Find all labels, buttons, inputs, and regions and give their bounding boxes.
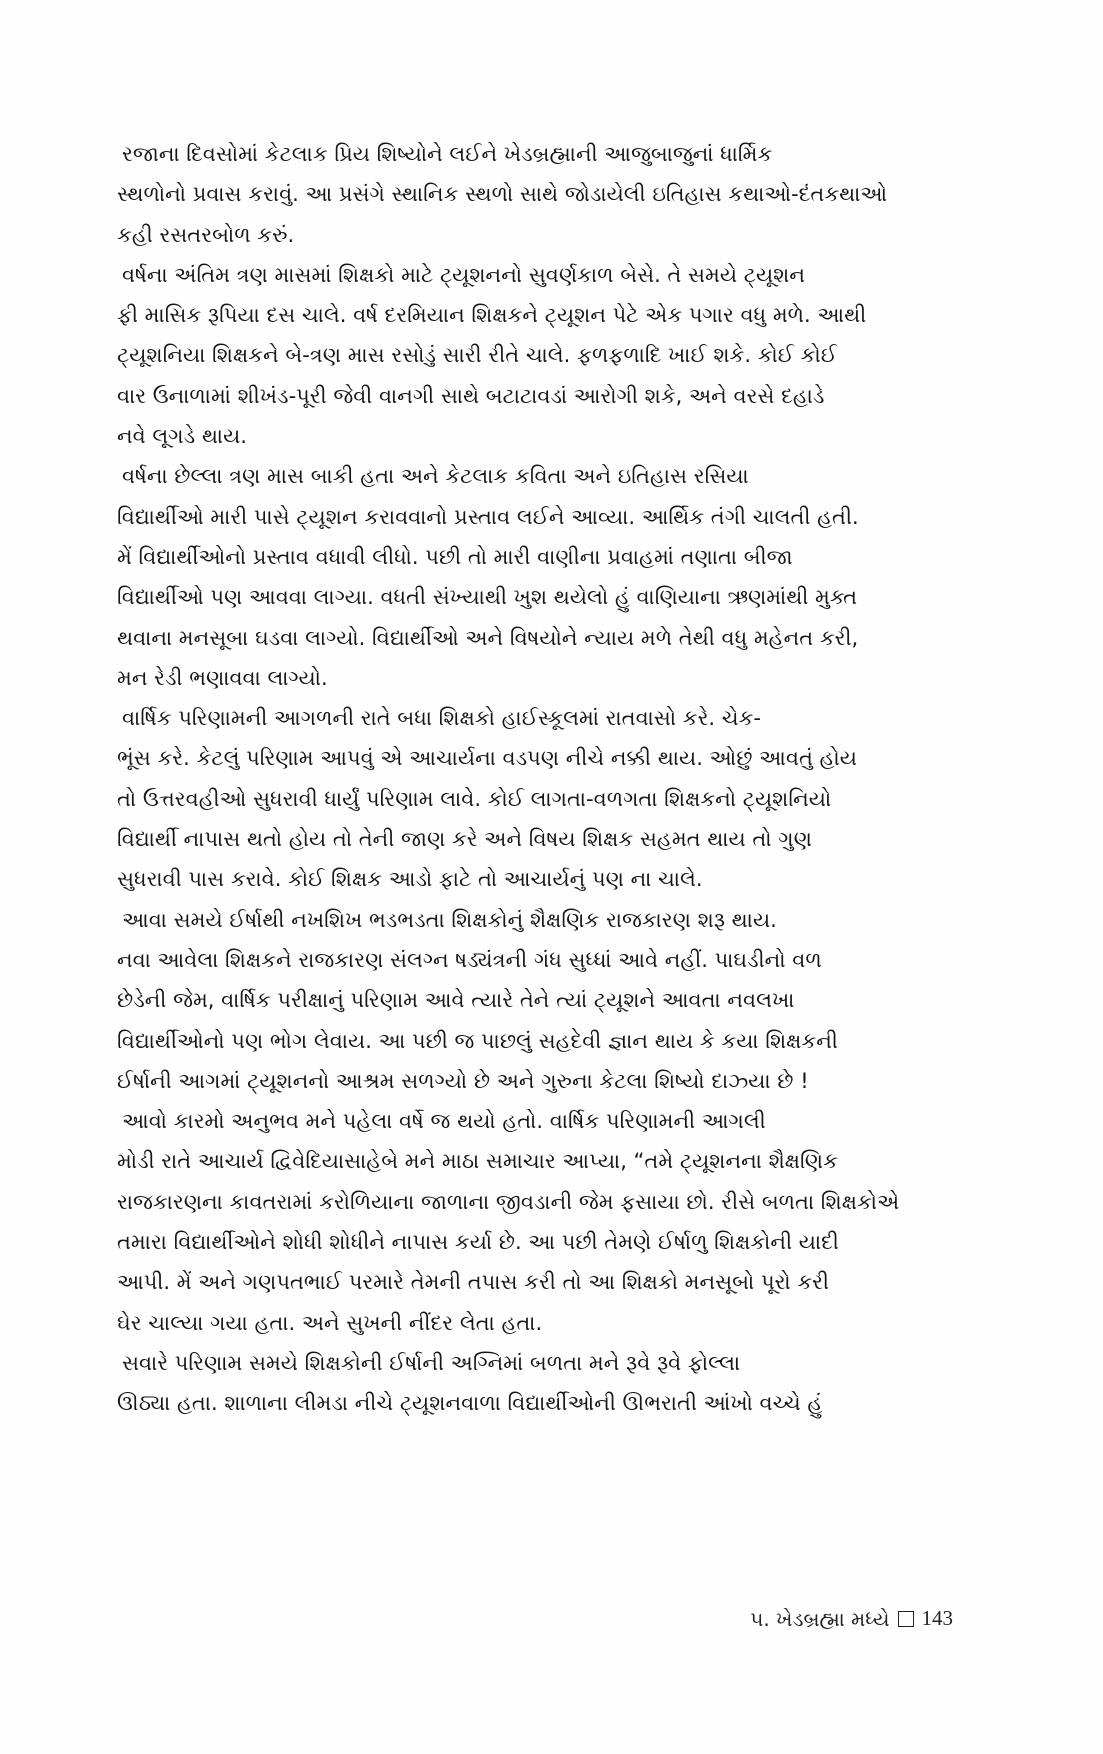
text-line: ભૂંસ કરે. કેટલું પરિણામ આપવું એ આચાર્યના વડપણ નીચે નક્કી થાય. ઓછું આવતું હોય xyxy=(117,746,857,771)
text-line: ઈર્ષાની આગમાં ટ્યૂશનનો આશ્રમ સળગ્યો છે અને ગુરુના કેટલા શિષ્યો દાઝ્યા છે ! xyxy=(117,1068,809,1093)
square-icon xyxy=(898,1611,914,1627)
text-line: સ્થળોનો પ્રવાસ કરાવું. આ પ્રસંગે સ્થાનિક સ્થળો સાથે જોડાયેલી ઇતિહાસ કથાઓ-દંતકથાઓ xyxy=(117,182,888,207)
text-line: નવે લૂગડે થાય. xyxy=(117,424,247,449)
text-line: છેડેની જેમ, વાર્ષિક પરીક્ષાનું પરિણામ આવે ત્યારે તેને ત્યાં ટ્યૂશને આવતા નવલખા xyxy=(117,988,795,1013)
text-line: તમારા વિદ્યાર્થીઓને શોધી શોધીને નાપાસ કર્યા છે. આ પછી તેમણે ઈર્ષાળુ શિક્ષકોની યાદી xyxy=(117,1230,839,1255)
text-line: રજાના દિવસોમાં કેટલાક પ્રિય શિષ્યોને લઈને ખેડબ્રહ્માની આજુબાજુનાં ધાર્મિક xyxy=(122,142,773,166)
text-line: વાર ઉનાળામાં શીખંડ-પૂરી જેવી વાનગી સાથે બટાટાવડાં આરોગી શકે, અને વરસે દહાડે xyxy=(117,383,825,408)
text-line: સુધરાવી પાસ કરાવે. કોઈ શિક્ષક આડો ફાટે તો આચાર્યનું પણ ના ચાલે. xyxy=(117,867,703,892)
text-line: મેં વિદ્યાર્થીઓનો પ્રસ્તાવ વધાવી લીધો. પછી તો મારી વાણીના પ્રવાહમાં તણાતા બીજા xyxy=(117,544,793,569)
text-line: તો ઉત્તરવહીઓ સુધરાવી ધાર્યું પરિણામ લાવે. કોઈ લાગતા-વળગતા શિક્ષકનો ટ્યૂશનિયો xyxy=(117,786,832,811)
body-text xyxy=(117,134,957,1424)
text-line: ટ્યૂશનિયા શિક્ષકને બે-ત્રણ માસ રસોડું સારી રીતે ચાલે. ફળફળાદિ ખાઈ શકે. કોઈ કોઈ xyxy=(117,343,837,368)
paragraph-7 xyxy=(117,1343,957,1424)
text-line: વિદ્યાર્થીઓનો પણ ભોગ લેવાય. આ પછી જ પાછલું સહદેવી જ્ઞાન થાય કે કયા શિક્ષકની xyxy=(117,1028,838,1053)
paragraph-6 xyxy=(117,1101,957,1343)
paragraph-2 xyxy=(117,255,957,456)
text-line: વાર્ષિક પરિણામની આગળની રાતે બધા શિક્ષકો હાઈસ્કૂલમાં રાતવાસો કરે. ચેક- xyxy=(122,706,761,731)
text-line: થવાના મનસૂબા ઘડવા લાગ્યો. વિદ્યાર્થીઓ અને વિષયોને ન્યાય મળે તેથી વધુ મહેનત કરી, xyxy=(117,625,859,650)
text-line: આપી. મેં અને ગણપતભાઈ પરમારે તેમની તપાસ કરી તો આ શિક્ષકો મનસૂબો પૂરો કરી xyxy=(117,1270,830,1295)
paragraph-4 xyxy=(117,698,957,899)
text-line: કહી રસતરબોળ કરું. xyxy=(117,222,295,247)
text-line: ઘેર ચાલ્યા ગયા હતા. અને સુખની નીંદર લેતા હતા. xyxy=(117,1310,543,1335)
text-line: સવારે પરિણામ સમયે શિક્ષકોની ઈર્ષાની અગ્નિમાં બળતા મને રૂવે રૂવે ફોલ્લા xyxy=(122,1350,741,1375)
text-line: ફી માસિક રૂપિયા દસ ચાલે. વર્ષ દરમિયાન શિક્ષકને ટ્યૂશન પેટે એક પગાર વધુ મળે. આથી xyxy=(117,303,867,328)
text-line: વર્ષના છેલ્લા ત્રણ માસ બાકી હતા અને કેટલાક કવિતા અને ઇતિહાસ રસિયા xyxy=(122,464,749,489)
text-line: આવા સમયે ઈર્ષાથી નખશિખ ભડભડતા શિક્ષકોનું શૈક્ષણિક રાજકારણ શરૂ થાય. xyxy=(122,907,777,932)
paragraph-3 xyxy=(117,456,957,698)
text-line: આવો કારમો અનુભવ મને પહેલા વર્ષે જ થયો હતો. વાર્ષિક પરિણામની આગલી xyxy=(122,1109,766,1134)
paragraph-5 xyxy=(117,900,957,1101)
text-line: વિદ્યાર્થી નાપાસ થતો હોય તો તેની જાણ કરે અને વિષય શિક્ષક સહમત થાય તો ગુણ xyxy=(117,827,812,852)
chapter-title: ૫. ખેડબ્રહ્મા મધ્યે xyxy=(750,1606,890,1631)
text-line: મન રેડી ભણાવવા લાગ્યો. xyxy=(117,665,328,690)
paragraph-1 xyxy=(117,134,957,255)
text-line: વર્ષના અંતિમ ત્રણ માસમાં શિક્ષકો માટે ટ્યૂશનનો સુવર્ણકાળ બેસે. તે સમયે ટ્યૂશન xyxy=(122,262,805,287)
text-line: વિદ્યાર્થીઓ મારી પાસે ટ્યૂશન કરાવવાનો પ્રસ્તાવ લઈને આવ્યા. આર્થિક તંગી ચાલતી હતી. xyxy=(117,504,859,529)
text-line: મોડી રાતે આચાર્ય દ્વિવેદિયાસાહેબે મને માઠા સમાચાર આપ્યા, “તમે ટ્યૂશનના શૈક્ષણિક xyxy=(117,1149,838,1174)
text-line: રાજકારણના કાવતરામાં કરોળિયાના જાળાના જીવડાની જેમ ફસાયા છો. રીસે બળતા શિક્ષકોએ xyxy=(117,1189,900,1214)
page-number: 143 xyxy=(921,1606,953,1630)
text-line: વિદ્યાર્થીઓ પણ આવવા લાગ્યા. વધતી સંખ્યાથી ખુશ થયેલો હું વાણિયાના ઋણમાંથી મુક્ત xyxy=(117,585,858,610)
text-line: નવા આવેલા શિક્ષકને રાજકારણ સંલગ્ન ષડ્યંત્રની ગંધ સુધ્ધાં આવે નહીં. પાઘડીનો વળ xyxy=(117,947,822,972)
text-line: ઊઠ્યા હતા. શાળાના લીમડા નીચે ટ્યૂશનવાળા વિદ્યાર્થીઓની ઊભરાતી આંખો વચ્ચે હું xyxy=(117,1391,823,1416)
page-footer xyxy=(750,1606,953,1631)
